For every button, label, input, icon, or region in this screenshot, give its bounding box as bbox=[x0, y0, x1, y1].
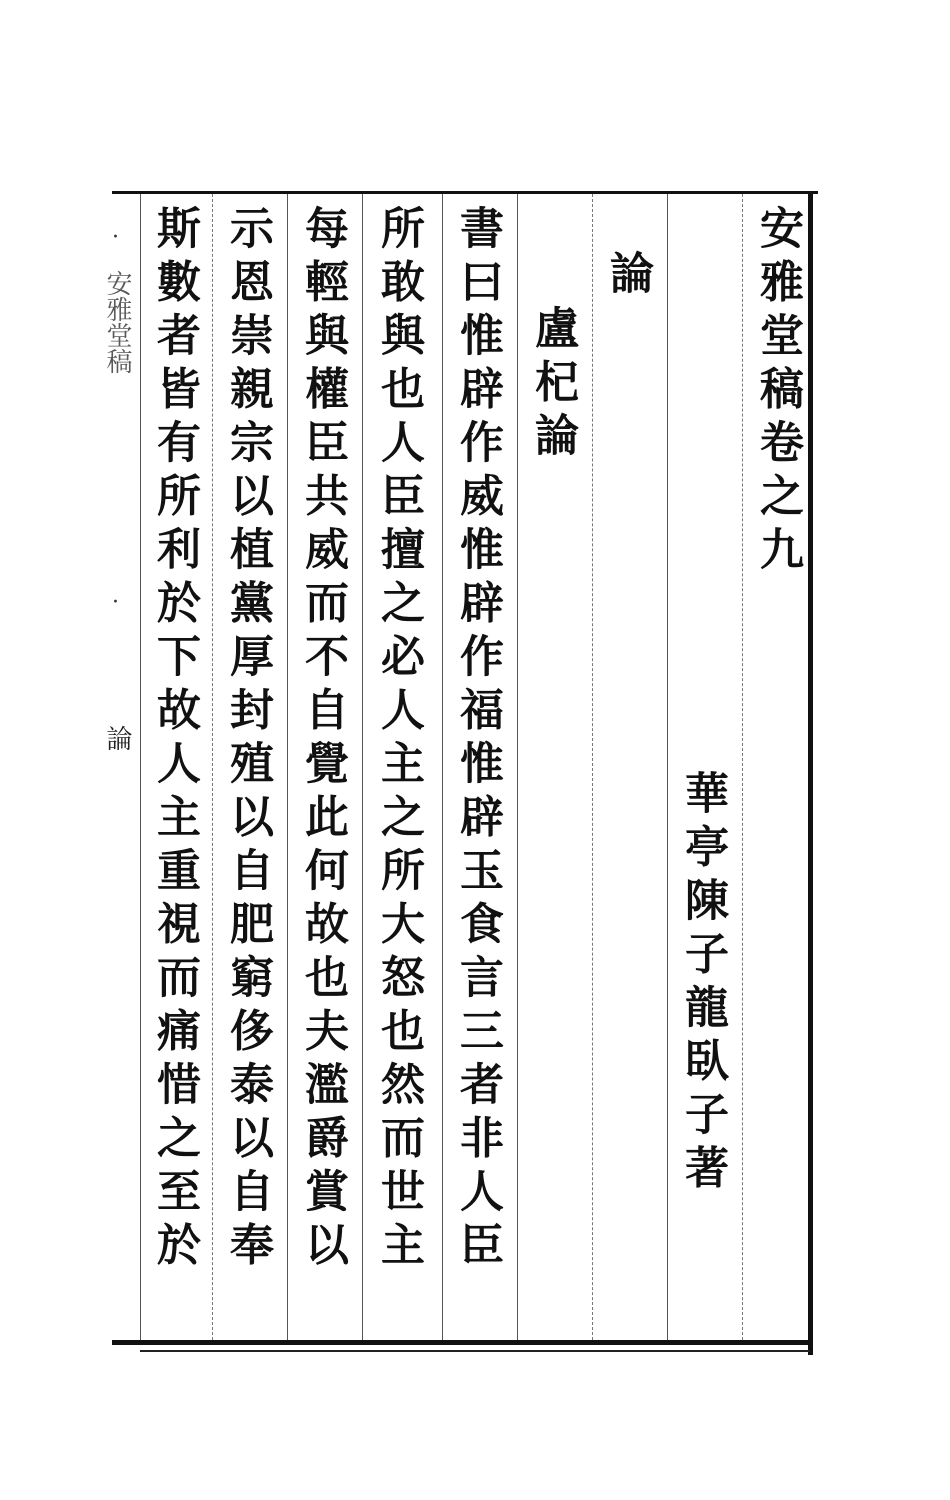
book-title: 安雅堂稿卷之九 bbox=[752, 205, 803, 580]
column-rule bbox=[517, 194, 518, 1340]
column-rule bbox=[362, 194, 363, 1340]
author-line: 華亭陳子龍臥子著 bbox=[677, 770, 728, 1198]
column-rule bbox=[742, 194, 743, 1340]
body-column-5: 斯數者皆有所利於下故人主重視而痛惜之至於 bbox=[149, 205, 200, 1275]
body-column-1: 書曰惟辟作威惟辟作福惟辟玉食言三者非人臣 bbox=[452, 205, 503, 1275]
margin-dot-icon: · bbox=[112, 590, 119, 615]
body-column-3: 每輕與權臣共威而不自覺此何故也夫濫爵賞以 bbox=[297, 205, 348, 1275]
column-rule bbox=[287, 194, 288, 1340]
column-rule bbox=[140, 194, 141, 1340]
column-rule bbox=[212, 194, 213, 1340]
frame-bottom-border bbox=[112, 1340, 812, 1345]
column-rule bbox=[667, 194, 668, 1340]
column-rule bbox=[442, 194, 443, 1340]
margin-dot-icon: · bbox=[112, 225, 119, 250]
margin-section-label: 論 bbox=[102, 725, 132, 751]
frame-right-border bbox=[808, 191, 813, 1355]
body-column-2: 所敢與也人臣擅之必人主之所大怒也然而世主 bbox=[373, 205, 424, 1275]
margin-book-title: 安雅堂稿 bbox=[102, 270, 132, 374]
essay-title: 盧杞論 bbox=[527, 305, 578, 466]
section-heading: 論 bbox=[602, 250, 653, 304]
column-rule bbox=[592, 194, 593, 1340]
frame-bottom-shadow bbox=[140, 1350, 810, 1352]
body-column-4: 示恩崇親宗以植黨厚封殖以自肥窮侈泰以自奉 bbox=[222, 205, 273, 1275]
frame-top-border bbox=[112, 191, 818, 194]
